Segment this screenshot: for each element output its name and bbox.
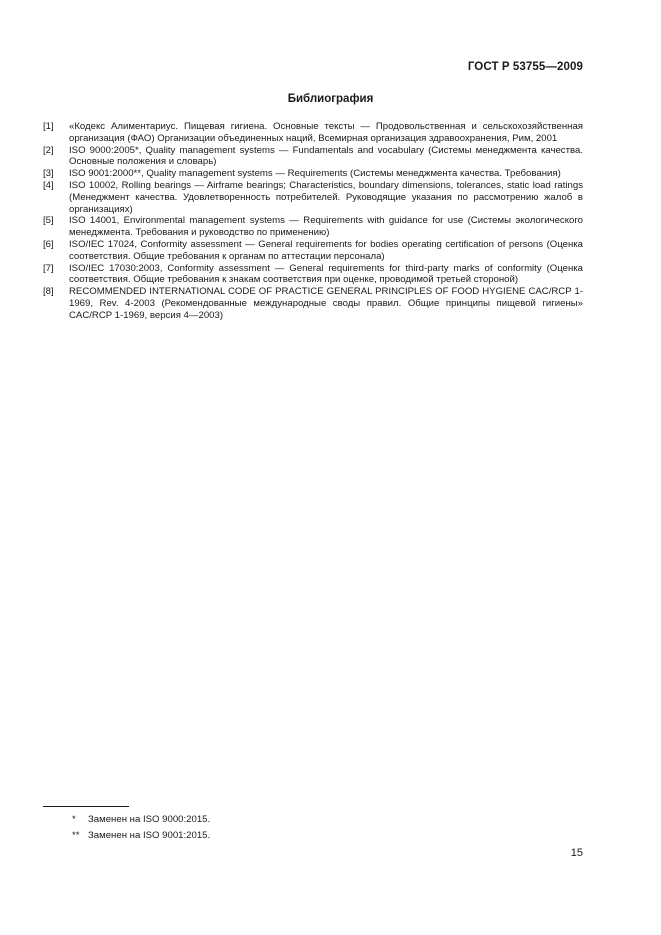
footnote-mark: ** [72, 830, 80, 841]
bibliography-entry-3 [43, 168, 583, 180]
bibliography-list [43, 121, 583, 322]
footnote-text: Заменен на ISO 9000:2015. [88, 814, 211, 825]
entry-text: «Кодекс Алиментариус. Пищевая гигиена. Основные тексты — Продовольственная и сельскохозяйственная организация (ФАО) Организации объединенных наций, Всемирная организация здравоохранения, Рим, 2001 [69, 121, 583, 144]
bibliography-entry-2 [43, 145, 583, 169]
footnote-text: Заменен на ISO 9001:2015. [88, 830, 211, 841]
entry-number: [2] [43, 144, 54, 156]
entry-number: [6] [43, 238, 54, 250]
entry-number: [5] [43, 215, 54, 227]
entry-number: [4] [43, 179, 54, 191]
bibliography-entry-5 [43, 215, 583, 239]
footnote-2 [72, 828, 210, 844]
bibliography-entry-6 [43, 239, 583, 263]
entry-number: [7] [43, 262, 54, 274]
bibliography-entry-4 [43, 180, 583, 215]
page-number: 15 [570, 847, 583, 859]
bibliography-entry-7 [43, 263, 583, 287]
footnotes [72, 812, 210, 844]
entry-number: [1] [43, 121, 54, 132]
entry-text: ISO 14001, Environmental management systems — Requirements with guidance for use (Системы экологического менеджмента. Требования и руководство по применению) [69, 215, 583, 239]
footnote-1 [72, 812, 210, 828]
entry-text: ISO/IEC 17030:2003, Conformity assessment — General requirements for third-party marks of conformity (Оценка соответствия. Общие требования к знакам соответствия при оценке, проводимой третьей стороной) [69, 262, 583, 286]
entry-number: [8] [43, 286, 54, 298]
entry-text: ISO/IEC 17024, Conformity assessment — General requirements for bodies operating certification of persons (Оценка соответствия. Общие требования к органам по аттестации персонала) [69, 238, 583, 262]
footnote-separator [43, 806, 129, 807]
standard-code-header: ГОСТ Р 53755—2009 [467, 61, 583, 73]
bibliography-entry-8 [43, 286, 583, 321]
bibliography-entry-1 [43, 121, 583, 145]
footnote-mark: * [72, 814, 76, 825]
entry-text: ISO 9001:2000**, Quality management systems — Requirements (Системы менеджмента качества. Требования) [69, 168, 561, 180]
entry-text: ISO 10002, Rolling bearings — Airframe bearings; Characteristics, boundary dimensions, tolerances, static load ratings (Менеджмент качества. Удовлетворенность потребителей. Руководящие указания по рассмотрению жалоб в организациях) [69, 179, 583, 215]
bibliography-title: Библиография [287, 93, 374, 105]
entry-text: ISO 9000:2005*, Quality management systems — Fundamentals and vocabulary (Системы менеджмента качества. Основные положения и словарь) [69, 144, 583, 168]
entry-text: RECOMMENDED INTERNATIONAL CODE OF PRACTICE GENERAL PRINCIPLES OF FOOD HYGIENE CAC/RCP 1-1969, Rev. 4-2003 (Рекомендованные международные своды правил. Общие принципы пищевой гигиены» CAC/RCP 1-1969, версия 4—2003) [69, 286, 583, 321]
entry-number: [3] [43, 168, 54, 180]
